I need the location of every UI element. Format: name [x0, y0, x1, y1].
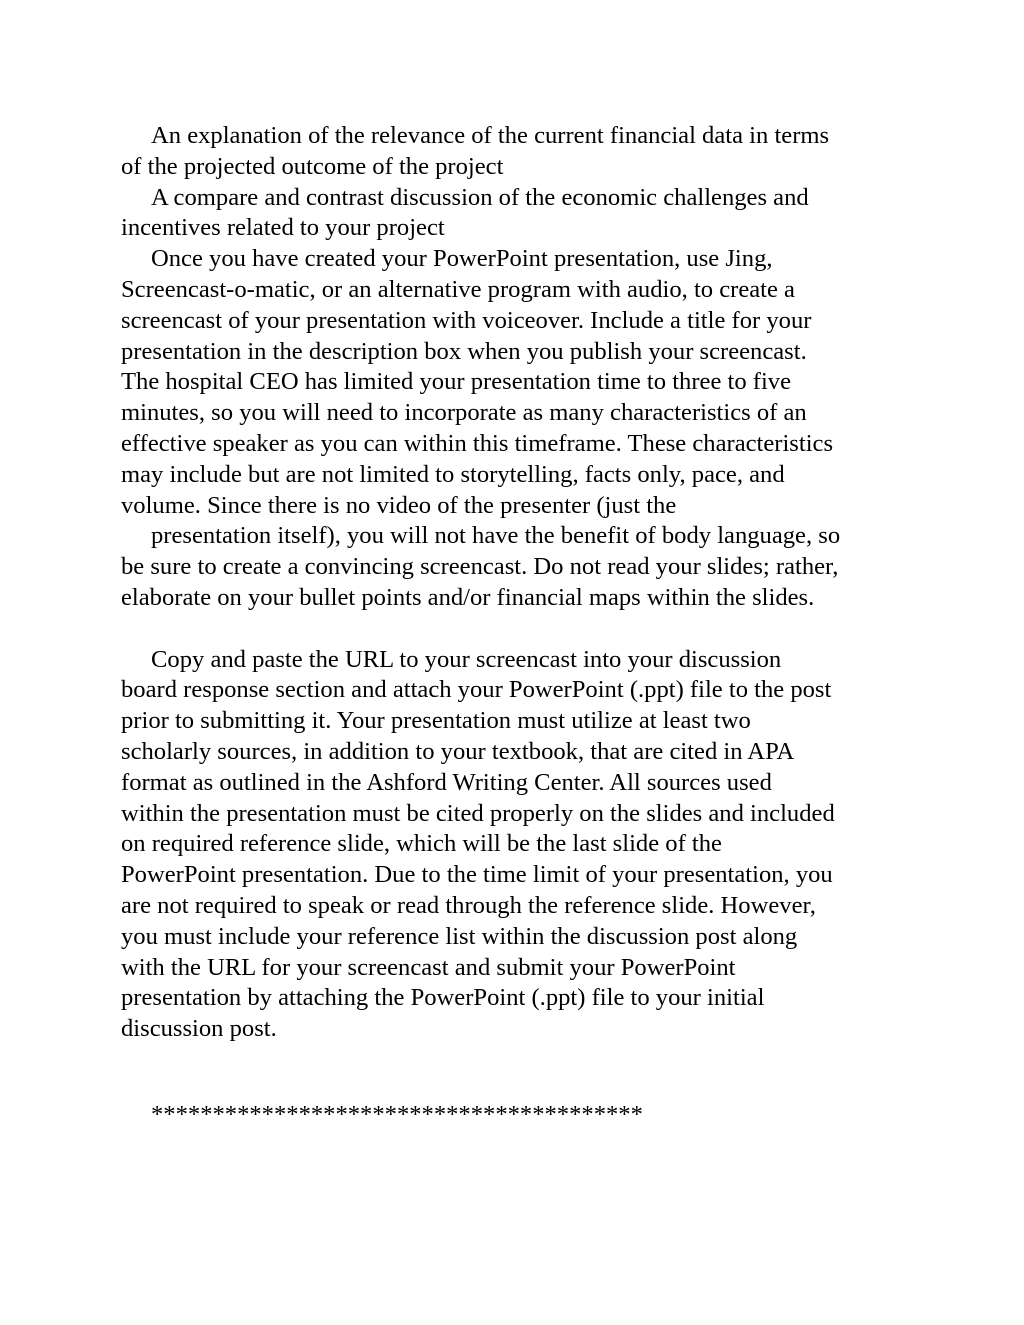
text-line: Screencast-o-matic, or an alternative program with audio, to create a [121, 275, 795, 303]
text-line: volume. Since there is no video of the presenter (just the [121, 491, 677, 519]
text-line: minutes, so you will need to incorporate as many characteristics of an [121, 399, 807, 427]
text-line: board response section and attach your PowerPoint (.ppt) file to the post [121, 676, 832, 704]
text-line: Once you have created your PowerPoint presentation, use Jing, [151, 245, 773, 273]
text-line: effective speaker as you can within this timeframe. These characteristics [121, 429, 834, 457]
text-line: are not required to speak or read through the reference slide. However, [121, 891, 816, 919]
text-line: elaborate on your bullet points and/or financial maps within the slides. [121, 583, 815, 611]
text-line: incentives related to your project [121, 214, 445, 242]
text-line: presentation by attaching the PowerPoint (.ppt) file to your initial [121, 984, 765, 1012]
text-line: presentation itself), you will not have the benefit of body language, so [151, 522, 841, 550]
document-body [121, 121, 911, 1045]
text-line: prior to submitting it. Your presentation must utilize at least two [121, 707, 751, 735]
paragraph-financial-relevance [121, 121, 911, 183]
text-line: may include but are not limited to storytelling, facts only, pace, and [121, 460, 785, 488]
text-line: A compare and contrast discussion of the economic challenges and [151, 183, 809, 211]
paragraph-submission-instructions [121, 645, 911, 1045]
asterisk-separator: **************************************** [151, 1101, 643, 1128]
text-line: with the URL for your screencast and submit your PowerPoint [121, 953, 736, 981]
text-line: discussion post. [121, 1015, 277, 1043]
paragraph-body-language [121, 521, 911, 613]
text-line: be sure to create a convincing screencast. Do not read your slides; rather, [121, 553, 839, 581]
text-line: scholarly sources, in addition to your textbook, that are cited in APA [121, 737, 795, 765]
text-line: within the presentation must be cited properly on the slides and included [121, 799, 835, 827]
text-line: on required reference slide, which will be the last slide of the [121, 830, 722, 858]
paragraph-spacer [121, 614, 911, 645]
text-line: The hospital CEO has limited your presentation time to three to five [121, 368, 792, 396]
text-line: PowerPoint presentation. Due to the time limit of your presentation, you [121, 861, 833, 889]
paragraph-screencast-instructions [121, 244, 911, 521]
text-line: of the projected outcome of the project [121, 152, 504, 180]
text-line: format as outlined in the Ashford Writing Center. All sources used [121, 768, 772, 796]
text-line: Copy and paste the URL to your screencast into your discussion [151, 645, 782, 673]
text-line: An explanation of the relevance of the current financial data in terms [151, 122, 830, 149]
text-line: presentation in the description box when you publish your screencast. [121, 337, 807, 365]
paragraph-compare-contrast [121, 183, 911, 245]
text-line: screencast of your presentation with voiceover. Include a title for your [121, 306, 812, 334]
text-line: you must include your reference list within the discussion post along [121, 922, 798, 950]
